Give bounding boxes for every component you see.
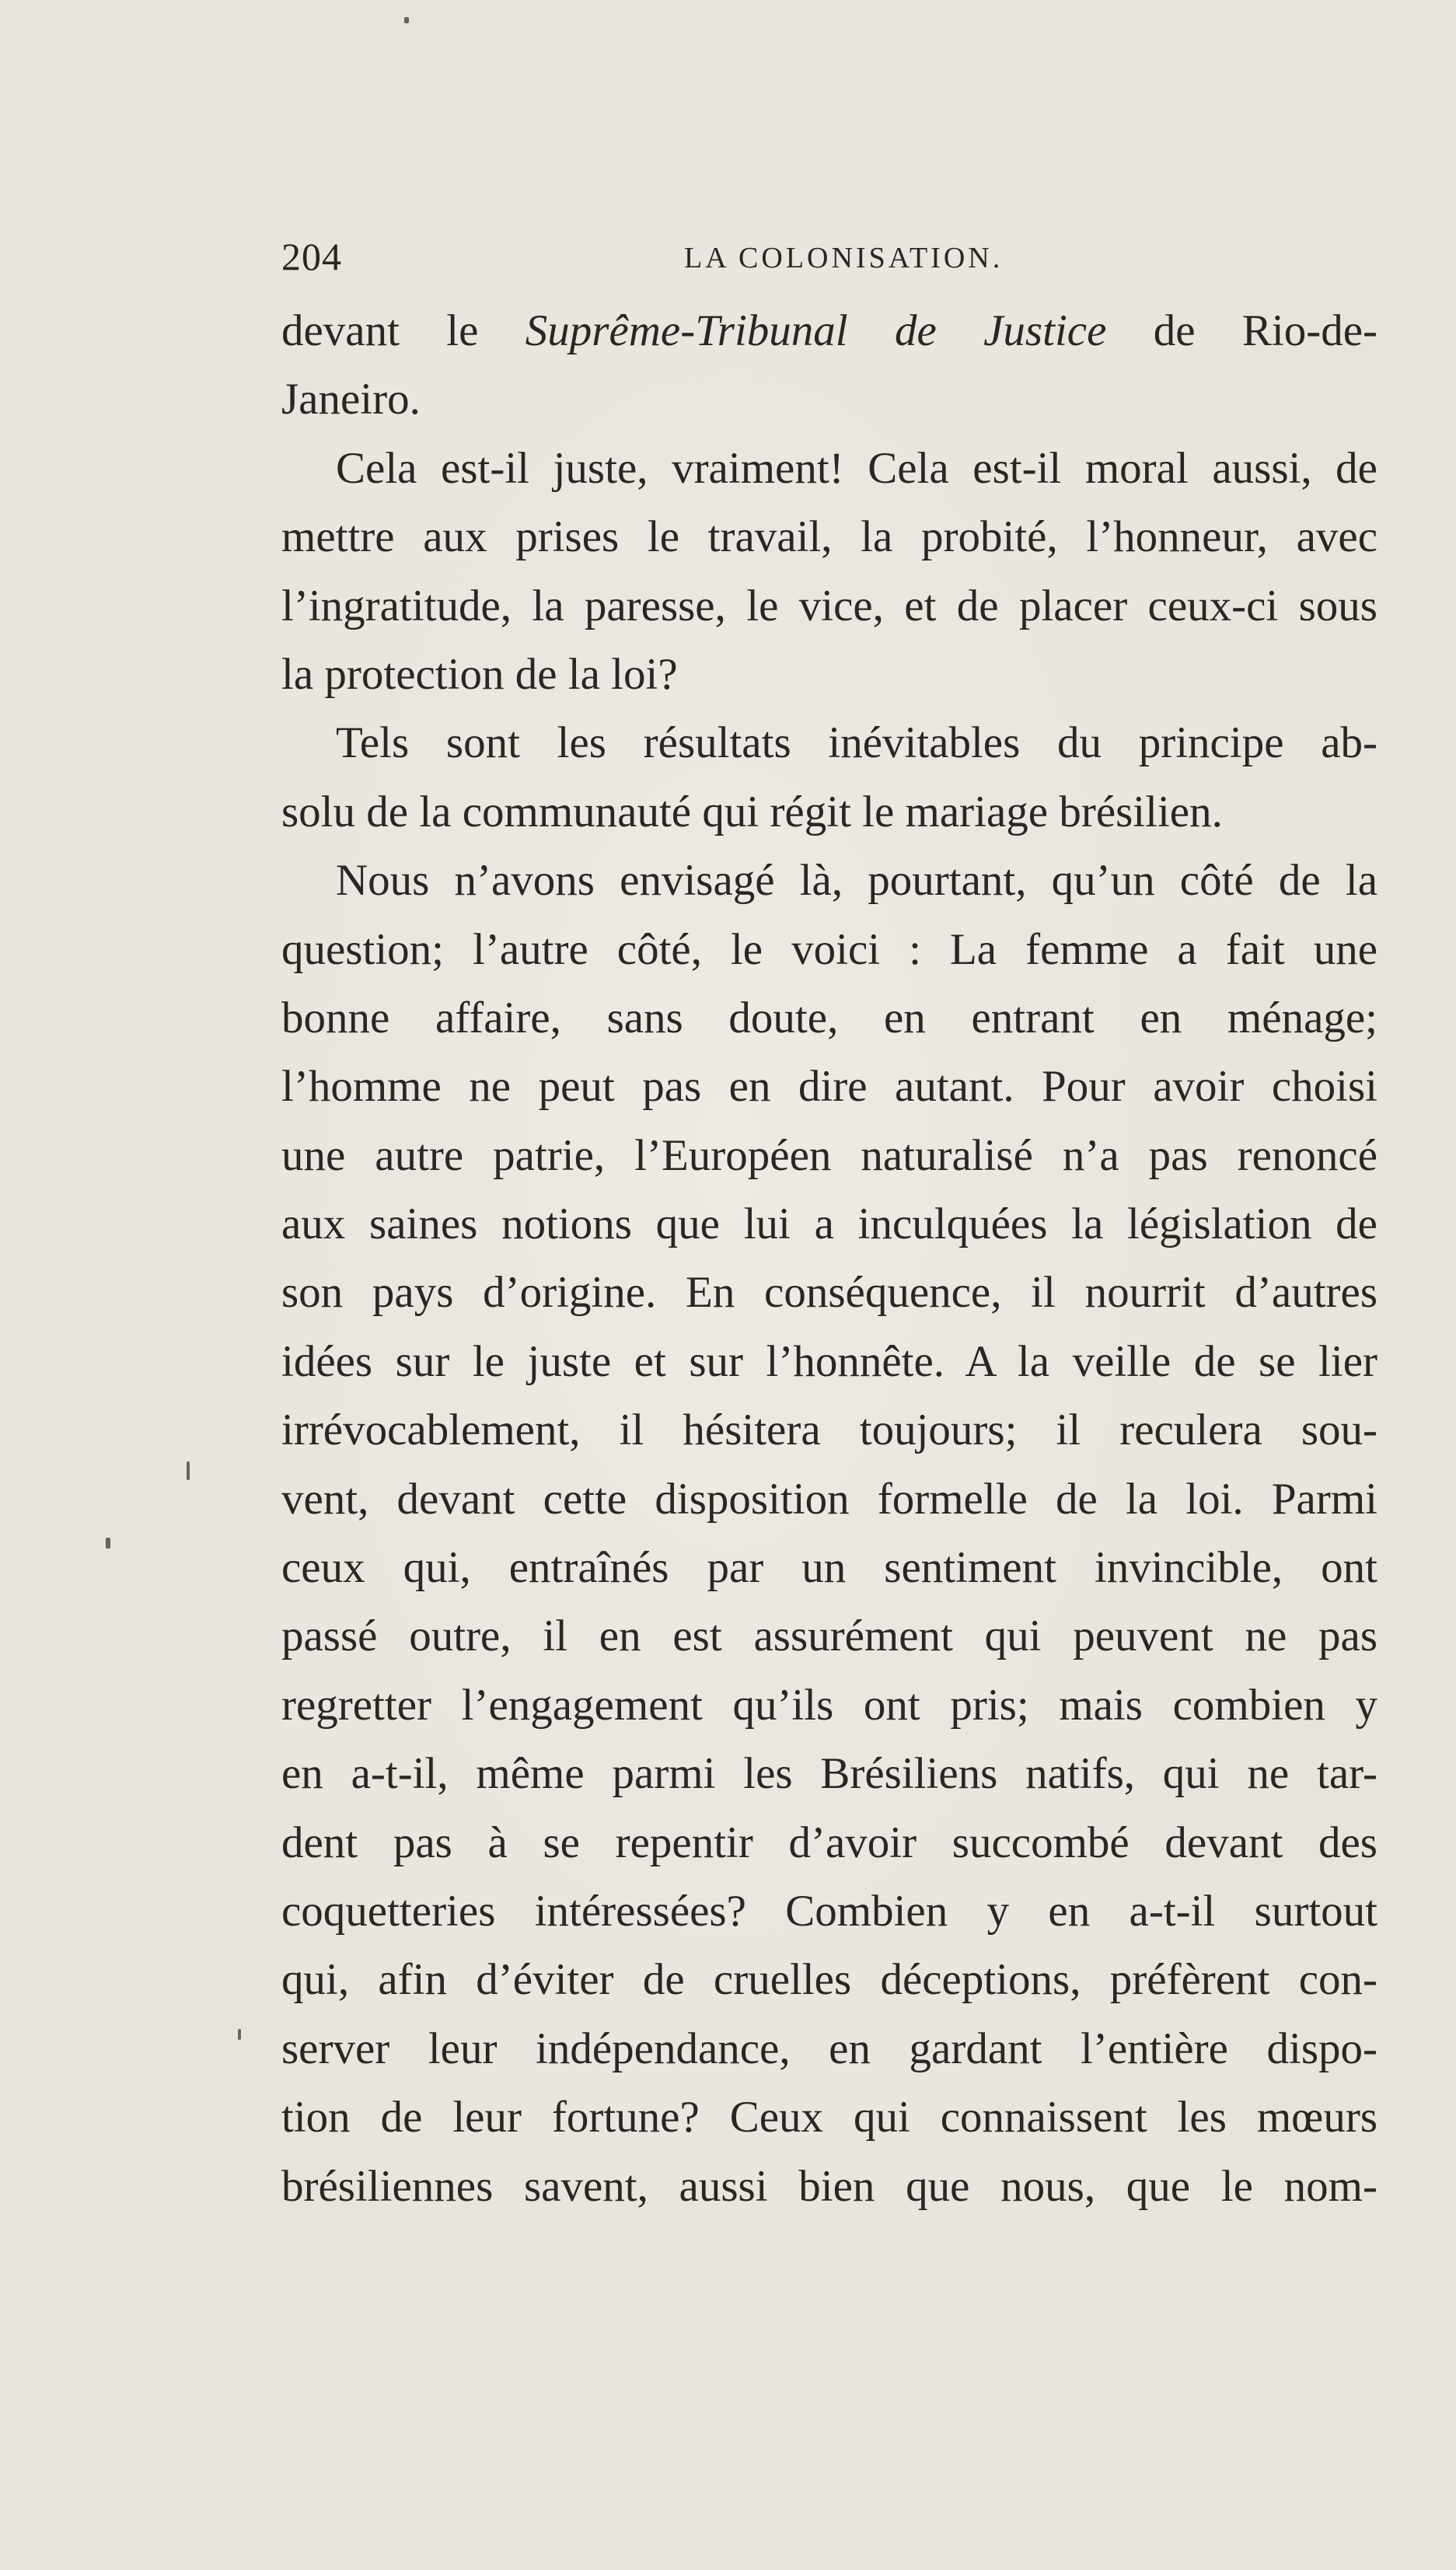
running-title: LA COLONISATION. — [684, 242, 1004, 274]
margin-speck — [404, 17, 409, 23]
text-line: brésiliennes savent, aussi bien que nous, que le nom- — [281, 2161, 1377, 2211]
text-line: l’ingratitude, la paresse, le vice, et de placer ceux-ci sous — [281, 581, 1377, 630]
text-line: son pays d’origine. En conséquence, il nourrit d’autres — [281, 1268, 1377, 1318]
emphasis-text: Suprême-Tribunal de Justice — [525, 306, 1107, 355]
text-line: server leur indépendance, en gardant l’entière dispo- — [281, 2024, 1377, 2073]
margin-speck — [238, 2029, 241, 2040]
text-line: ceux qui, entraînés par un sentiment invincible, ont — [281, 1543, 1377, 1593]
page-number: 204 — [281, 235, 342, 278]
text-line: qui, afin d’éviter de cruelles déceptions, préfèrent con- — [281, 1955, 1377, 2005]
text-line: mettre aux prises le travail, la probité, l’honneur, avec — [281, 512, 1377, 562]
paragraph-first-line: Nous n’avons envisagé là, pourtant, qu’un côté de la — [336, 856, 1377, 906]
text-line: devant le Suprême-Tribunal de Justice de Rio-de- — [281, 306, 1377, 355]
text-line: aux saines notions que lui a inculquées la législation de — [281, 1199, 1377, 1249]
text-line: une autre patrie, l’Européen naturalisé n’a pas renoncé — [281, 1130, 1377, 1180]
text-line: bonne affaire, sans doute, en entrant en ménage; — [281, 993, 1377, 1042]
text-line: vent, devant cette disposition formelle de la loi. Parmi — [281, 1474, 1377, 1524]
text-line: l’homme ne peut pas en dire autant. Pour avoir choisi — [281, 1062, 1377, 1112]
text-line: regretter l’engagement qu’ils ont pris; mais combien y — [281, 1680, 1377, 1730]
text-line: solu de la communauté qui régit le mariage brésilien. — [281, 787, 1223, 836]
running-head — [281, 232, 1368, 281]
text-line: passé outre, il en est assurément qui peuvent ne pas — [281, 1611, 1377, 1661]
text-line: en a-t-il, même parmi les Brésiliens natifs, qui ne tar- — [281, 1749, 1377, 1799]
text-line: question; l’autre côté, le voici : La femme a fait une — [281, 924, 1377, 974]
paragraph-first-line: Cela est-il juste, vraiment! Cela est-il moral aussi, de — [336, 443, 1377, 493]
text-line: dent pas à se repentir d’avoir succombé devant des — [281, 1818, 1377, 1867]
text-line: la protection de la loi? — [281, 649, 678, 699]
text-line: tion de leur fortune? Ceux qui connaissent les mœurs — [281, 2093, 1377, 2142]
margin-speck — [106, 1538, 110, 1549]
body-text — [281, 297, 1377, 2221]
text-line: coquetteries intéressées? Combien y en a-t-il surtout — [281, 1886, 1377, 1936]
margin-speck — [187, 1461, 190, 1480]
text-line: Janeiro. — [281, 375, 421, 424]
text-line: irrévocablement, il hésitera toujours; il reculera sou- — [281, 1405, 1377, 1455]
paragraph-first-line: Tels sont les résultats inévitables du principe ab- — [336, 718, 1377, 768]
text-line: idées sur le juste et sur l’honnête. A la veille de se lier — [281, 1336, 1377, 1386]
